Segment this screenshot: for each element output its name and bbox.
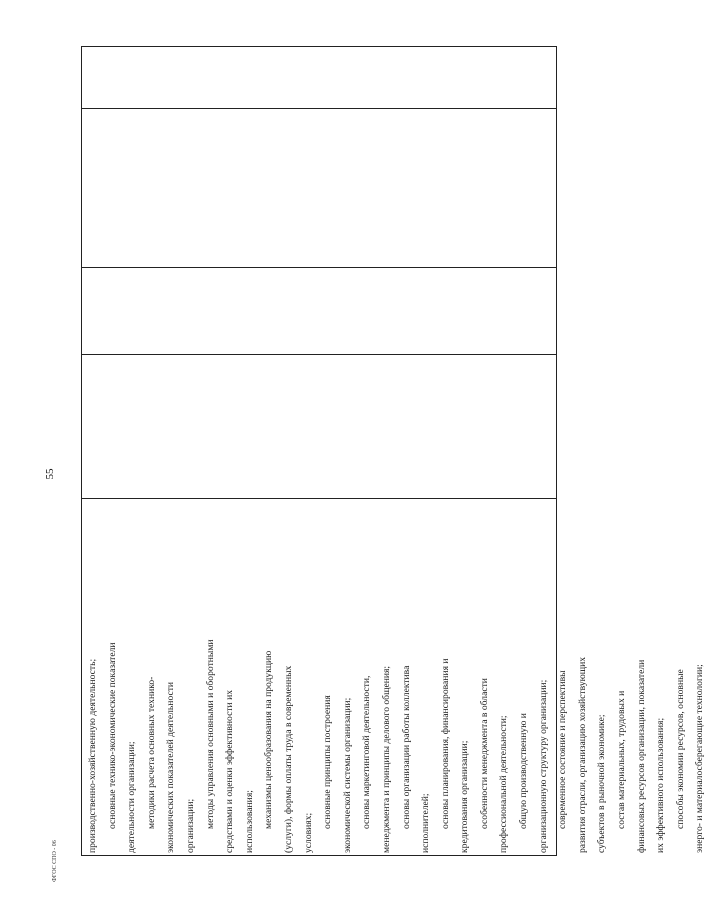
table-cell-line: энерго- и материалосберегающие технологии; (694, 664, 706, 853)
table-cell-line: исполнителей; (420, 793, 432, 853)
table-cell-empty (82, 108, 556, 268)
table-cell-line: механизмы ценообразования на продукцию (263, 650, 275, 829)
table-cell-line: методы управления основными и оборотными (204, 639, 216, 829)
table-cell-line: экономических показателей деятельности (165, 681, 177, 853)
curriculum-table (81, 46, 706, 856)
table-cell-line: основные принципы построения (322, 695, 334, 829)
table-cell-line: финансовых ресурсов организации, показатели (635, 659, 647, 853)
table-cell-line: развития отрасли, организацию хозяйствующих (576, 656, 588, 853)
table-cell-empty (82, 354, 556, 498)
table-cell-line: методики расчета основных технико- (145, 676, 157, 829)
table-cell-line: профессиональной деятельности; (498, 715, 510, 853)
table-cell-line: менеджмента и принципы делового общения; (380, 665, 392, 853)
table-cell-competence-knowledge (82, 498, 706, 855)
table-cell-line: основы планирования, финансирования и (439, 658, 451, 829)
table-cell-line: организационную структуру организации; (537, 679, 549, 853)
table-cell-line: экономической системы организации; (341, 697, 353, 853)
table-cell-line: основы маркетинговой деятельности, (361, 675, 373, 829)
table-cell-line: способы экономии ресурсов, основные (674, 669, 686, 829)
table-cell-line: кредитования организации; (459, 740, 471, 853)
table-cell-empty (82, 267, 556, 354)
table-cell-line: современное состояние и перспективы (557, 670, 569, 829)
footer-document-code: ФГОС СПО - 06 (52, 840, 58, 882)
table-cell-empty (82, 47, 556, 108)
table-cell-line: производственно-хозяйственную деятельность; (87, 658, 98, 853)
table-cell-line: условиях; (302, 812, 314, 853)
table-cell-line: использования; (243, 790, 255, 853)
table-cell-line: организации; (184, 798, 196, 853)
table-cell-line: средствами и оценки эффективности их (224, 689, 236, 853)
table-cell-line: особенности менеджмента в области (478, 678, 490, 829)
table-cell-line: общую производственную и (518, 713, 530, 829)
table-cell-line: основы организации работы коллектива (400, 665, 412, 829)
table-cell-line: основные технико-экономические показатели (106, 642, 118, 829)
table-cell-line: субъектов в рыночной экономике; (596, 714, 608, 853)
table-cell-line: их эффективного использования; (655, 717, 667, 853)
page-number: 55 (44, 468, 56, 480)
table-cell-line: (услуги), формы оплаты труда в современных (282, 665, 294, 853)
table-cell-line: состав материальных, трудовых и (616, 690, 628, 829)
table-cell-line: деятельности организации; (126, 741, 138, 853)
